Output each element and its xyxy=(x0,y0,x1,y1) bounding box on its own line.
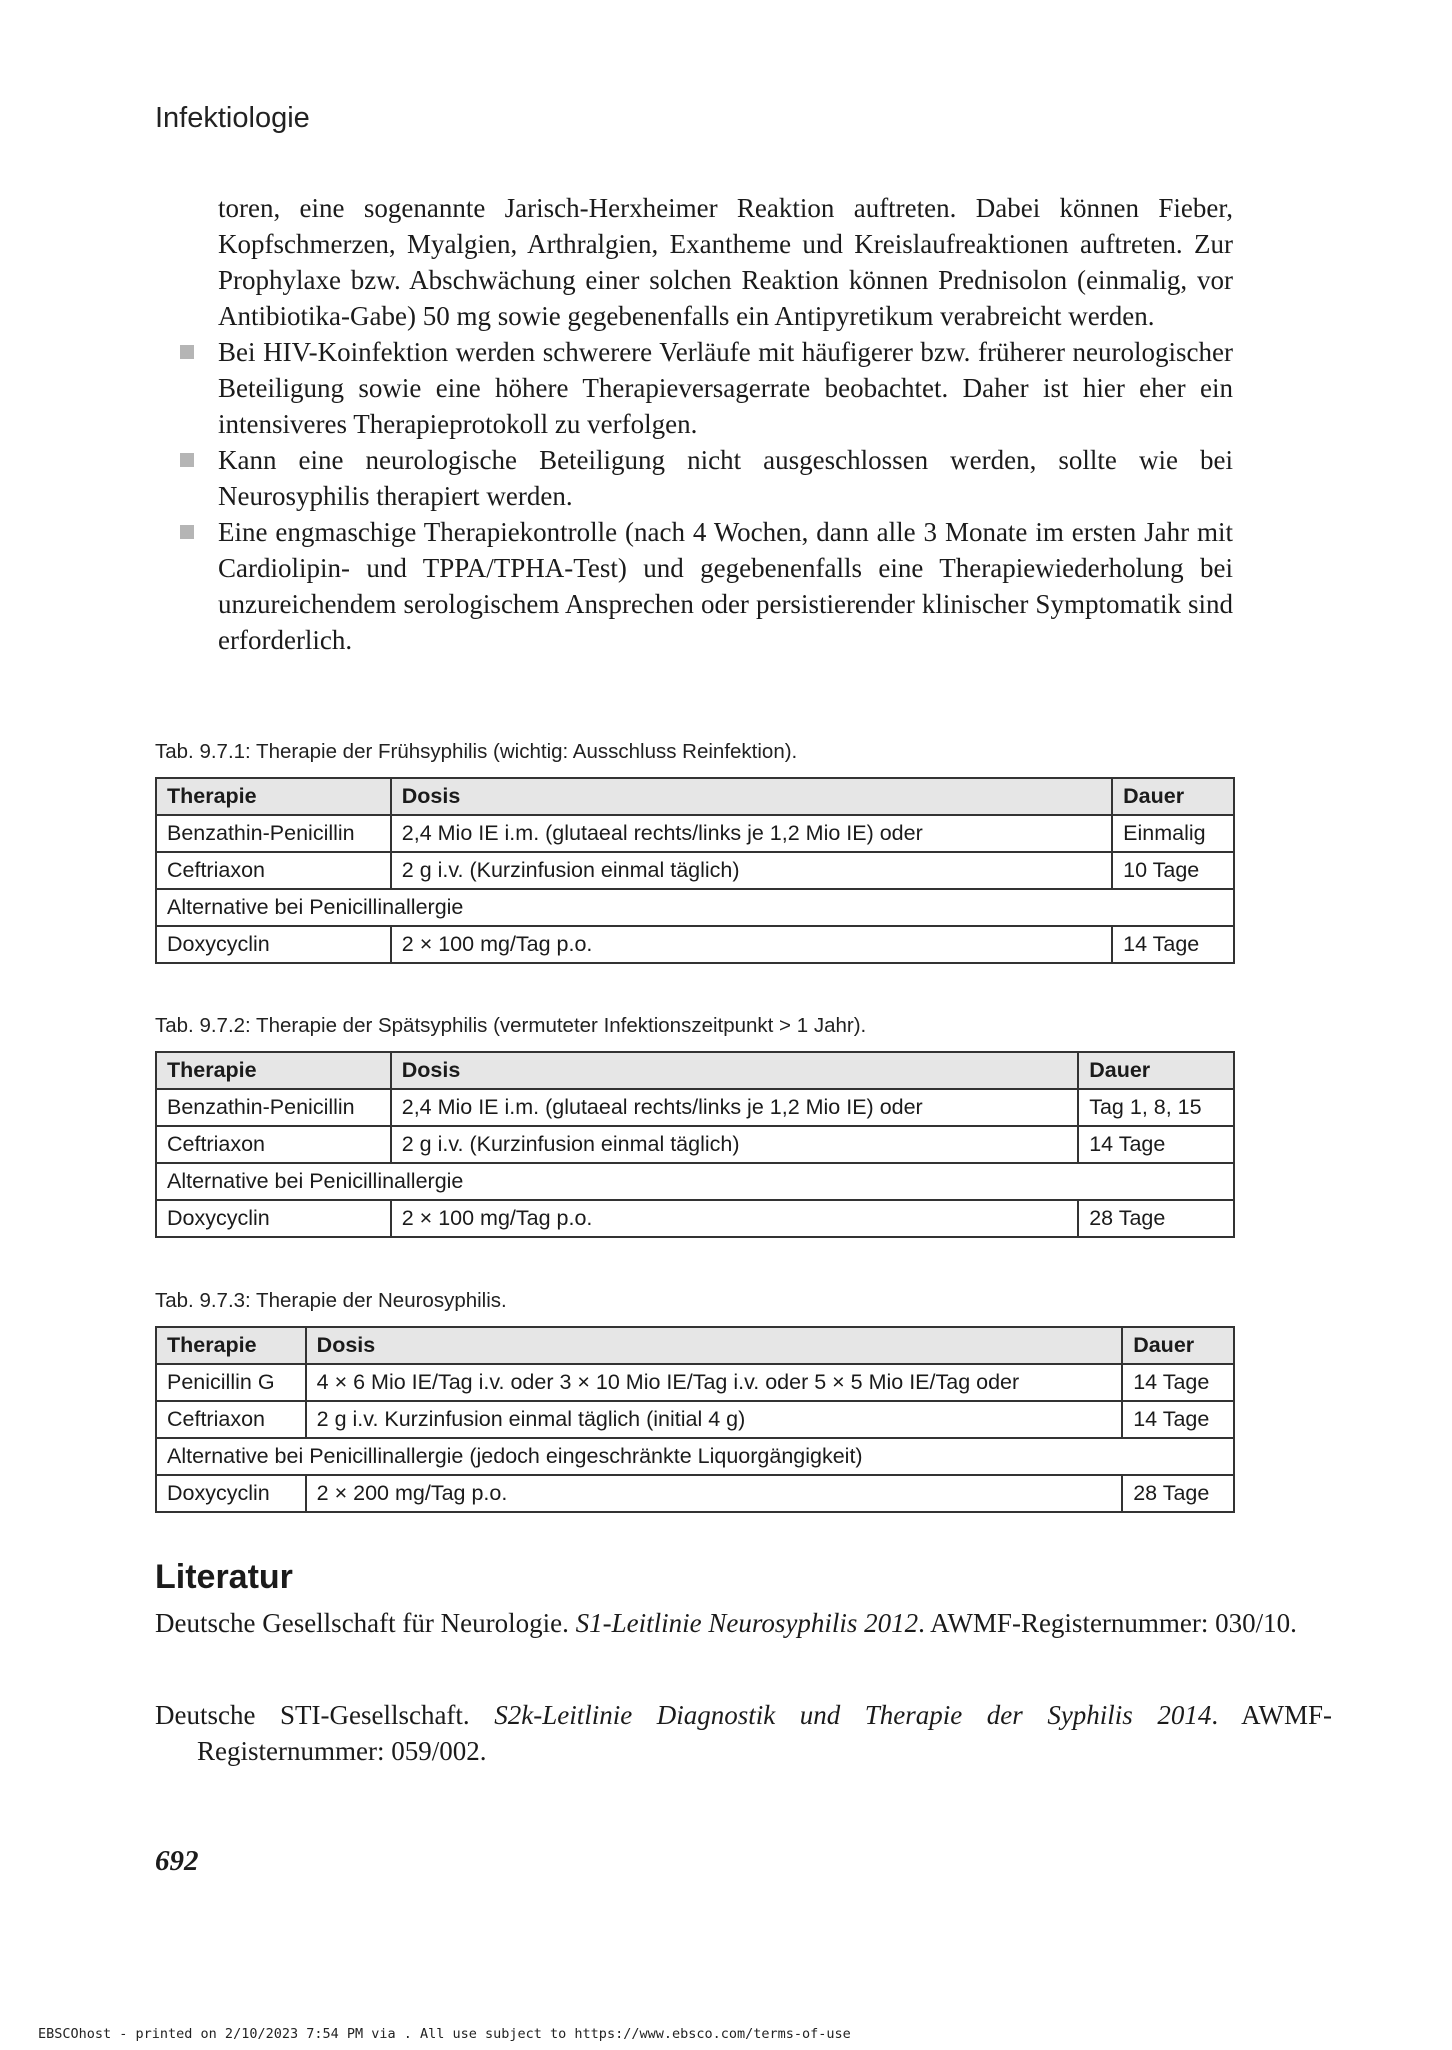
table-row-alternative-label xyxy=(156,1163,1234,1200)
therapy-cell: Doxycyclin xyxy=(156,1475,306,1512)
duration-cell: 28 Tage xyxy=(1078,1200,1234,1237)
table-row xyxy=(156,852,1234,889)
therapy-table-neurosyphilis xyxy=(155,1326,1235,1513)
bullet-text: Bei HIV-Koinfektion werden schwerere Verläufe mit häufigerer bzw. früherer neurologischer Beteiligung sowie eine höhere Therapieversagerrate beobachtet. Daher ist hier eher ein intensiveres Therapieprotokoll zu verfolgen. xyxy=(218,337,1233,439)
alternative-label-cell: Alternative bei Penicillinallergie xyxy=(156,889,1234,926)
duration-cell: 14 Tage xyxy=(1078,1126,1234,1163)
bullet-text: Kann eine neurologische Beteiligung nicht ausgeschlossen werden, sollte wie bei Neurosyphilis therapiert werden. xyxy=(218,445,1233,511)
duration-cell: 14 Tage xyxy=(1122,1401,1234,1438)
table-row xyxy=(156,815,1234,852)
duration-cell: 14 Tage xyxy=(1122,1364,1234,1401)
duration-cell: 14 Tage xyxy=(1112,926,1234,963)
intro-paragraph: toren, eine sogenannte Jarisch-Herxheimer Reaktion auftreten. Dabei können Fieber, Kopfschmerzen, Myalgien, Arthralgien, Exantheme und Kreislaufreaktionen auftreten. Zur Prophylaxe bzw. Abschwächung einer solchen Reaktion können Prednisolon (einmalig, vor Antibiotika-Gabe) 50 mg sowie gegebenenfalls ein Antipyretikum verabreicht werden. xyxy=(218,193,1233,331)
dose-cell: 2 g i.v. (Kurzinfusion einmal täglich) xyxy=(391,852,1112,889)
table-header-row xyxy=(156,1052,1234,1089)
reference-details: . AWMF-Registernummer: 059/002. xyxy=(197,1700,1332,1766)
duration-cell: 28 Tage xyxy=(1122,1475,1234,1512)
reference-authors: Deutsche STI-Gesellschaft. xyxy=(155,1700,495,1730)
bullet-item xyxy=(218,514,1233,658)
therapy-cell: Penicillin G xyxy=(156,1364,306,1401)
therapy-table-late-syphilis xyxy=(155,1051,1235,1238)
table-row xyxy=(156,1126,1234,1163)
table-row-alternative-label xyxy=(156,889,1234,926)
bullet-item xyxy=(218,334,1233,442)
reference-entry xyxy=(155,1697,1332,1769)
column-header: Dosis xyxy=(391,1052,1078,1089)
therapy-table-early-syphilis xyxy=(155,777,1235,964)
print-footer: EBSCOhost - printed on 2/10/2023 7:54 PM via . All use subject to https://www.ebsco.com/terms-of-use xyxy=(38,2026,851,2042)
table-row xyxy=(156,1089,1234,1126)
table-caption: Tab. 9.7.3: Therapie der Neurosyphilis. xyxy=(155,1289,507,1312)
column-header: Dauer xyxy=(1112,778,1234,815)
column-header: Dosis xyxy=(391,778,1112,815)
therapy-cell: Ceftriaxon xyxy=(156,852,391,889)
column-header: Therapie xyxy=(156,1052,391,1089)
column-header: Therapie xyxy=(156,1327,306,1364)
dose-cell: 2 × 100 mg/Tag p.o. xyxy=(391,926,1112,963)
bullet-square-icon xyxy=(180,525,194,539)
table-caption: Tab. 9.7.2: Therapie der Spätsyphilis (vermuteter Infektionszeitpunkt > 1 Jahr). xyxy=(155,1014,867,1037)
table-row xyxy=(156,926,1234,963)
alternative-label-cell: Alternative bei Penicillinallergie xyxy=(156,1163,1234,1200)
reference-title: S2k-Leitlinie Diagnostik und Therapie der Syphilis 2014 xyxy=(494,1700,1212,1730)
therapy-cell: Ceftriaxon xyxy=(156,1401,306,1438)
dose-cell: 2,4 Mio IE i.m. (glutaeal rechts/links je 1,2 Mio IE) oder xyxy=(391,1089,1078,1126)
table-caption: Tab. 9.7.1: Therapie der Frühsyphilis (wichtig: Ausschluss Reinfektion). xyxy=(155,740,798,763)
therapy-cell: Doxycyclin xyxy=(156,926,391,963)
bullet-square-icon xyxy=(180,453,194,467)
reference-title: S1-Leitlinie Neurosyphilis 2012 xyxy=(575,1608,919,1638)
therapy-cell: Ceftriaxon xyxy=(156,1126,391,1163)
bullet-item xyxy=(218,442,1233,514)
alternative-label-cell: Alternative bei Penicillinallergie (jedoch eingeschränkte Liquorgängigkeit) xyxy=(156,1438,1234,1475)
column-header: Therapie xyxy=(156,778,391,815)
body-text xyxy=(218,190,1233,658)
table-row xyxy=(156,1364,1234,1401)
therapy-cell: Benzathin-Penicillin xyxy=(156,815,391,852)
table-row xyxy=(156,1475,1234,1512)
bullet-list xyxy=(218,334,1233,658)
literature-heading: Literatur xyxy=(155,1558,293,1596)
dose-cell: 4 × 6 Mio IE/Tag i.v. oder 3 × 10 Mio IE/Tag i.v. oder 5 × 5 Mio IE/Tag oder xyxy=(306,1364,1123,1401)
dose-cell: 2 g i.v. Kurzinfusion einmal täglich (initial 4 g) xyxy=(306,1401,1123,1438)
column-header: Dauer xyxy=(1122,1327,1234,1364)
table-row xyxy=(156,1401,1234,1438)
table-row-alternative-label xyxy=(156,1438,1234,1475)
page-number: 692 xyxy=(155,1845,199,1877)
dose-cell: 2 g i.v. (Kurzinfusion einmal täglich) xyxy=(391,1126,1078,1163)
reference-details: . AWMF-Registernummer: 030/10. xyxy=(918,1608,1297,1638)
dose-cell: 2 × 200 mg/Tag p.o. xyxy=(306,1475,1123,1512)
table-row xyxy=(156,1200,1234,1237)
table-header-row xyxy=(156,778,1234,815)
running-head: Infektiologie xyxy=(155,102,310,134)
therapy-cell: Benzathin-Penicillin xyxy=(156,1089,391,1126)
dose-cell: 2,4 Mio IE i.m. (glutaeal rechts/links je 1,2 Mio IE) oder xyxy=(391,815,1112,852)
column-header: Dosis xyxy=(306,1327,1123,1364)
bullet-text: Eine engmaschige Therapiekontrolle (nach 4 Wochen, dann alle 3 Monate im ersten Jahr mit Cardiolipin- und TPPA/TPHA-Test) und gegebenenfalls eine Therapiewiederholung bei unzureichendem serologischem Ansprechen oder persistierender klinischer Symptomatik sind erforderlich. xyxy=(218,517,1233,655)
dose-cell: 2 × 100 mg/Tag p.o. xyxy=(391,1200,1078,1237)
bullet-square-icon xyxy=(180,345,194,359)
duration-cell: Tag 1, 8, 15 xyxy=(1078,1089,1234,1126)
table-header-row xyxy=(156,1327,1234,1364)
column-header: Dauer xyxy=(1078,1052,1234,1089)
reference-entry xyxy=(155,1605,1332,1641)
duration-cell: Einmalig xyxy=(1112,815,1234,852)
reference-authors: Deutsche Gesellschaft für Neurologie. xyxy=(155,1608,576,1638)
therapy-cell: Doxycyclin xyxy=(156,1200,391,1237)
duration-cell: 10 Tage xyxy=(1112,852,1234,889)
